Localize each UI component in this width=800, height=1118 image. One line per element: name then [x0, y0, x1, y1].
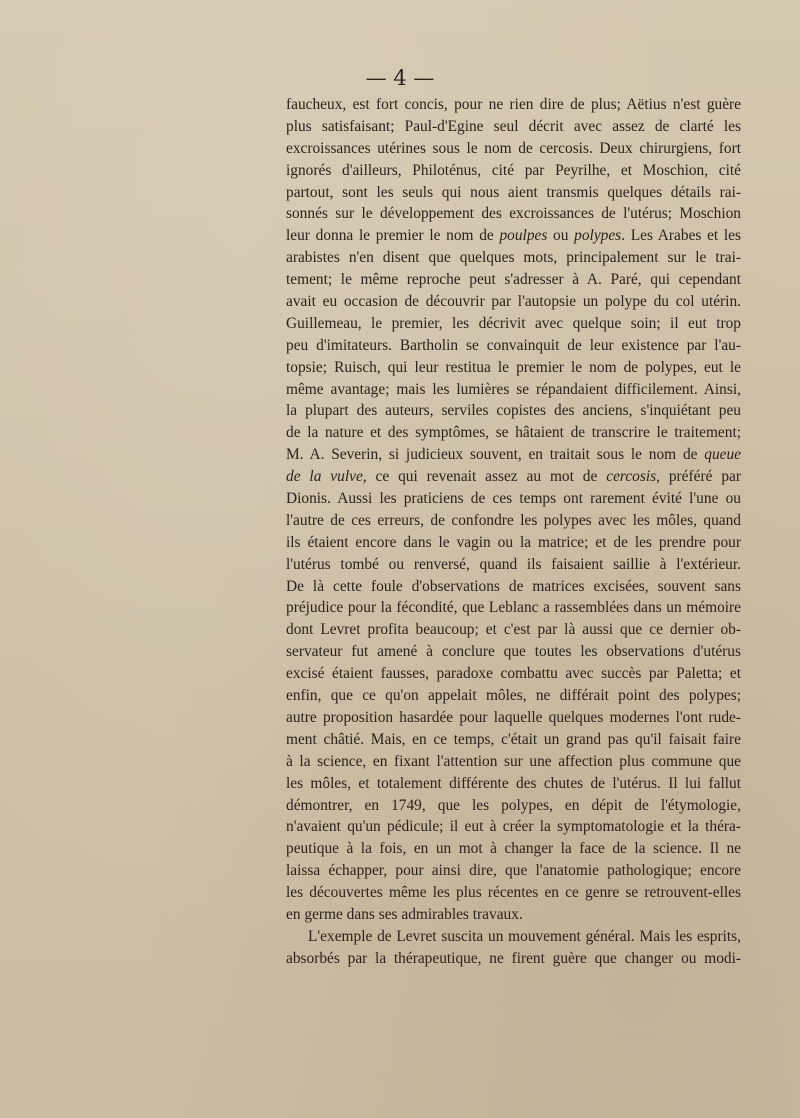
text-line: à la science, en fixant l'attention sur une affection plus commune que	[286, 752, 741, 770]
text-line: tement; le même reproche peut s'adresser à A. Paré, qui cependant	[286, 271, 741, 289]
text-line: autre proposition hasardée pour laquelle quelques modernes l'ont rude-	[286, 708, 741, 726]
text-line: De là cette foule d'observations de matrices excisées, souvent sans	[286, 577, 741, 595]
text-line: excroissances utérines sous le nom de cercosis. Deux chirurgiens, fort	[286, 139, 741, 157]
text-line: leur donna le premier le nom de poulpes ou polypes. Les Arabes et les	[286, 227, 742, 245]
text-line: arabistes n'en disent que quelques mots, principalement sur le trai-	[286, 249, 741, 267]
text-line: démontrer, en 1749, que les polypes, en dépit de l'étymologie,	[286, 796, 741, 814]
text-line: avait eu occasion de découvrir par l'autopsie un polype du col utérin.	[286, 293, 741, 311]
text-line: topsie; Ruisch, qui leur restitua le premier le nom de polypes, eut le	[286, 358, 741, 376]
text-line: de la nature et des symptômes, se hâtaient de transcrire le traitement;	[286, 424, 741, 442]
text-line: dont Levret profita beaucoup; et c'est par là aussi que ce dernier ob-	[286, 621, 741, 639]
text-line: enfin, que ce qu'on appelait môles, ne différait point des polypes;	[286, 687, 741, 705]
text-line: plus satisfaisant; Paul-d'Egine seul décrit avec assez de clarté les	[286, 117, 741, 135]
text-line: même avantage; mais les lumières se répandaient difficilement. Ainsi,	[286, 380, 741, 398]
paragraph	[286, 94, 741, 926]
text-line: peutique à la fois, en un mot à changer la face de la science. Il ne	[286, 840, 741, 858]
body-text	[286, 94, 741, 970]
text-line: partout, sont les seuls qui nous aient transmis quelques détails rai-	[286, 183, 741, 201]
paragraph	[286, 926, 741, 970]
text-line: l'autre de ces erreurs, de confondre les polypes avec les môles, quand	[286, 511, 741, 529]
text-line: ment châtié. Mais, en ce temps, c'était un grand pas qu'il faisait faire	[286, 730, 741, 748]
text-line: faucheux, est fort concis, pour ne rien dire de plus; Aëtius n'est guère	[286, 96, 741, 113]
text-line: excisé étaient fausses, paradoxe combattu avec succès par Paletta; et	[286, 665, 741, 683]
text-line: M. A. Severin, si judicieux souvent, en traitait sous le nom de queue	[286, 446, 741, 464]
text-line: préjudice pour la fécondité, que Leblanc a rassemblées dans un mémoire	[286, 599, 741, 617]
text-line: Guillemeau, le premier, les décrivit avec quelque soin; il eut trop	[286, 314, 741, 332]
text-line: peu d'imitateurs. Bartholin se convainquit de leur existence par l'au-	[286, 336, 741, 354]
text-line: l'utérus tombé ou renversé, quand ils faisaient saillie à l'extérieur.	[286, 555, 741, 573]
text-line: laissa échapper, pour ainsi dire, que l'anatomie pathologique; encore	[286, 862, 741, 880]
text-line: ils étaient encore dans le vagin ou la matrice; et de les prendre pour	[286, 533, 741, 551]
text-line: les découvertes même les plus récentes en ce genre se retrouvent-elles	[286, 884, 741, 902]
text-line: en germe dans ses admirables travaux.	[286, 905, 523, 923]
text-line: n'avaient qu'un pédicule; il eut à créer la symptomatologie et la théra-	[286, 818, 741, 836]
text-line: absorbés par la thérapeutique, ne firent guère que changer ou modi-	[286, 949, 741, 967]
text-line: la plupart des auteurs, serviles copistes des anciens, s'inquiétant peu	[286, 402, 741, 420]
text-line: sonnés sur le développement des excroissances de l'utérus; Moschion	[286, 205, 741, 223]
text-line: Dionis. Aussi les praticiens de ces temps ont rarement évité l'une ou	[286, 490, 741, 508]
text-line: ignorés d'ailleurs, Philoténus, cité par Peyrilhe, et Moschion, cité	[286, 161, 741, 179]
page-number: — 4 —	[365, 66, 435, 90]
text-line: L'exemple de Levret suscita un mouvement général. Mais les esprits,	[308, 927, 741, 945]
text-line: les môles, et totalement différente des chutes de l'utérus. Il lui fallut	[286, 774, 741, 792]
text-line: de la vulve, ce qui revenait assez au mot de cercosis, préféré par	[286, 468, 741, 486]
text-line: servateur fut amené à conclure que toutes les observations d'utérus	[286, 643, 741, 661]
